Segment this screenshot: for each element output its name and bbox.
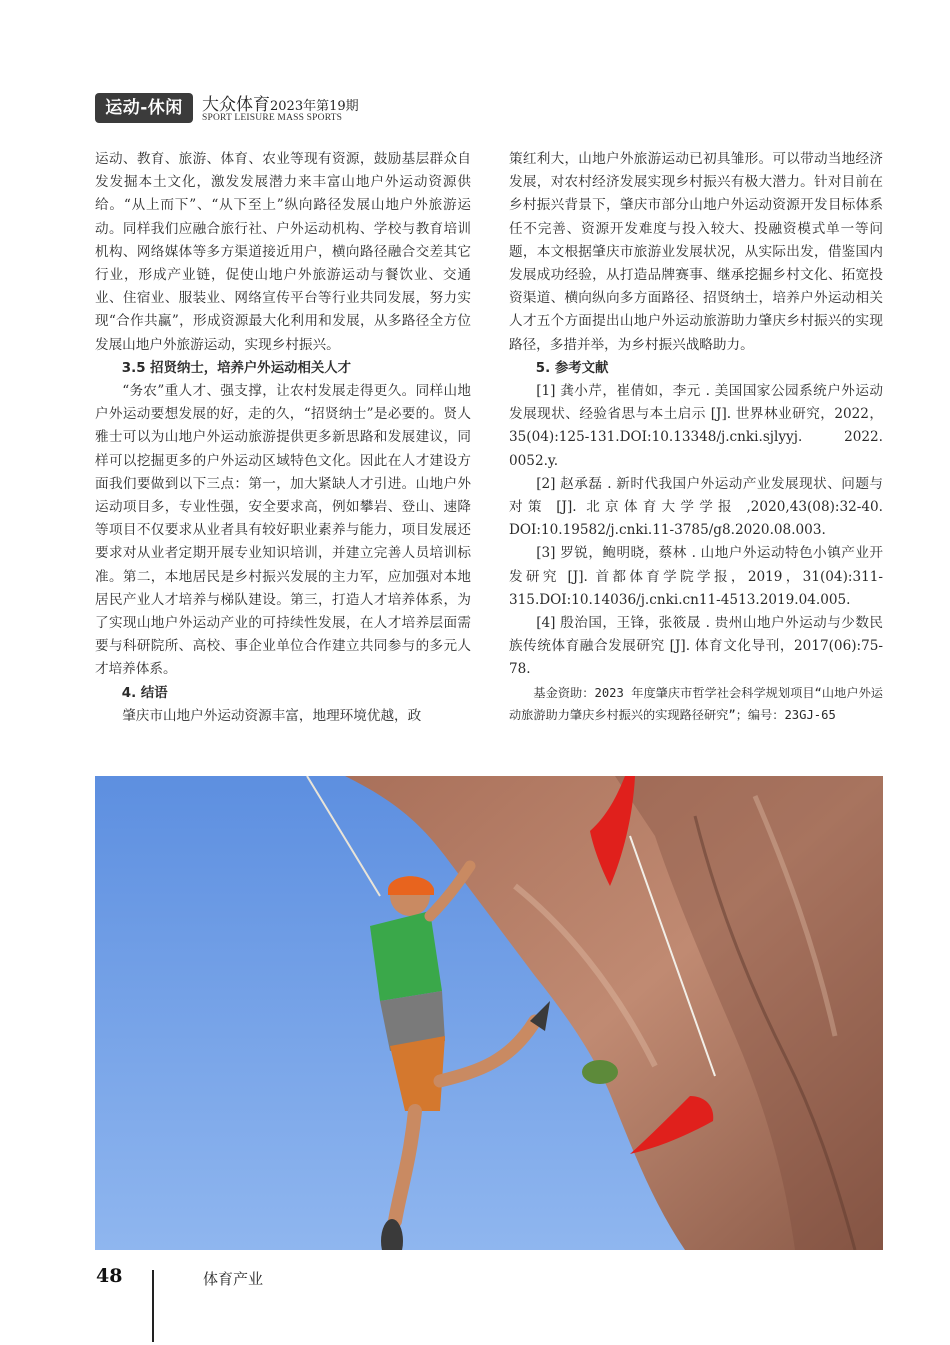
- paragraph: 运动、教育、旅游、体育、农业等现有资源，鼓励基层群众自发发掘本土文化，激发发展潜力来丰富山地户外运动资源供给。“从上而下”、“从下至上”纵向路径发展山地户外旅游运动。同样我们应融合旅行社、户外运动机构、学校与教育培训机构、网络媒体等多方渠道接近用户，横向路径融合交差其它行业，形成产业链，促使山地户外旅游运动与餐饮业、交通业、住宿业、服装业、网络宣传平台等行业共同发展，努力实现“合作共赢”，形成资源最大化利用和发展，从多路径全方位发展山地户外旅游运动，实现乡村振兴。: [95, 151, 471, 353]
- paragraph: 肇庆市山地户外运动资源丰富，地理环境优越，政: [122, 707, 422, 724]
- plant: [582, 1060, 618, 1084]
- left-column: [95, 148, 471, 728]
- funding-note: 基金资助：2023 年度肇庆市哲学社会科学规划项目“山地户外运动旅游助力肇庆乡村振兴的实现路径研究”；编号：23GJ-65: [509, 685, 883, 723]
- footer-section: 体育产业: [203, 1270, 264, 1288]
- page-number: 48: [96, 1265, 123, 1287]
- climbing-photo: [95, 776, 883, 1250]
- reference-item: [4] 殷治国，王锋，张筱晟 . 贵州山地户外运动与少数民族传统体育融合发展研究 [J]. 体育文化导刊，2017(06):75-78.: [509, 615, 883, 678]
- right-column: [509, 148, 883, 727]
- magazine-name: 大众体育: [202, 95, 270, 115]
- english-subtitle: SPORT LEISURE MASS SPORTS: [202, 113, 343, 123]
- section-heading: 3.5 招贤纳士，培养户外运动相关人才: [121, 360, 352, 376]
- magazine-title: [202, 90, 359, 115]
- paragraph: “务农”重人才、强支撑，让农村发展走得更久。同样山地户外运动要想发展的好，走的久，“招贤纳士”是必要的。贤人雅士可以为山地户外运动旅游提供更多新思路和发展建议，同样可以挖掘更多的户外运动区域特色文化。因此在人才建设方面我们要做到以下三点：第一，加大紧缺人才引进。山地户外运动项目多，专业性强，安全要求高，例如攀岩、登山、速降等项目不仅要求从业者具有较好职业素养与能力，项目发展还要求对从业者定期开展专业知识培训，并建立完善人员培训标准。第二，本地居民是乡村振兴发展的主力军，应加强对本地居民产业人才培养与梯队建设。第三，打造人才培养体系，为了实现山地户外运动产业的可持续性发展，在人才培养层面需要与科研院所、高校、事企业单位合作建立共同参与的多元人才培养体系。: [95, 383, 471, 678]
- paragraph: 策红利大，山地户外旅游运动已初具雏形。可以带动当地经济发展，对农村经济发展实现乡村振兴有极大潜力。针对目前在乡村振兴背景下，肇庆市部分山地户外运动资源开发目标体系任不完善、资源开发难度与投入较大、投融资模式单一等问题，本文根据肇庆市旅游业发展状况，从实际出发，借鉴国内发展成功经验，从打造品牌赛事、继承挖掘乡村文化、拓宽投资渠道、横向纵向多方面路径、招贤纳士，培养户外运动相关人才五个方面提出山地户外运动旅游助力肇庆乡村振兴的实现路径，多措并举，为乡村振兴战略助力。: [509, 151, 883, 353]
- footer-divider: [152, 1270, 154, 1342]
- climbing-illustration: [95, 776, 883, 1250]
- reference-item: [3] 罗锐，鲍明晓，蔡林 . 山地户外运动特色小镇产业开发研究 [J]. 首都体育学院学报，2019，31(04):311-315.DOI:10.14036/j.cnki.cn11-4513.2019.04.005.: [509, 545, 883, 608]
- reference-item: [2] 赵承磊 . 新时代我国户外运动产业发展现状、问题与对策 [J]. 北京体育大学学报 ,2020,43(08):32-40. DOI:10.19582/j.cnki.11-3785/g8.2020.08.003.: [509, 475, 883, 539]
- section-heading: 4. 结语: [121, 685, 168, 701]
- section-heading: 5. 参考文献: [535, 360, 609, 376]
- section-badge: 运动-休闲: [95, 93, 193, 123]
- issue-label: 2023年第19期: [270, 99, 359, 114]
- reference-item: [1] 龚小芹，崔倩如，李元 . 美国国家公园系统户外运动发展现状、经验省思与本土启示 [J]. 世界林业研究，2022，35(04):125-131.DOI:10.13348/j.cnki.sjlyyj. 2022. 0052.y.: [509, 383, 883, 469]
